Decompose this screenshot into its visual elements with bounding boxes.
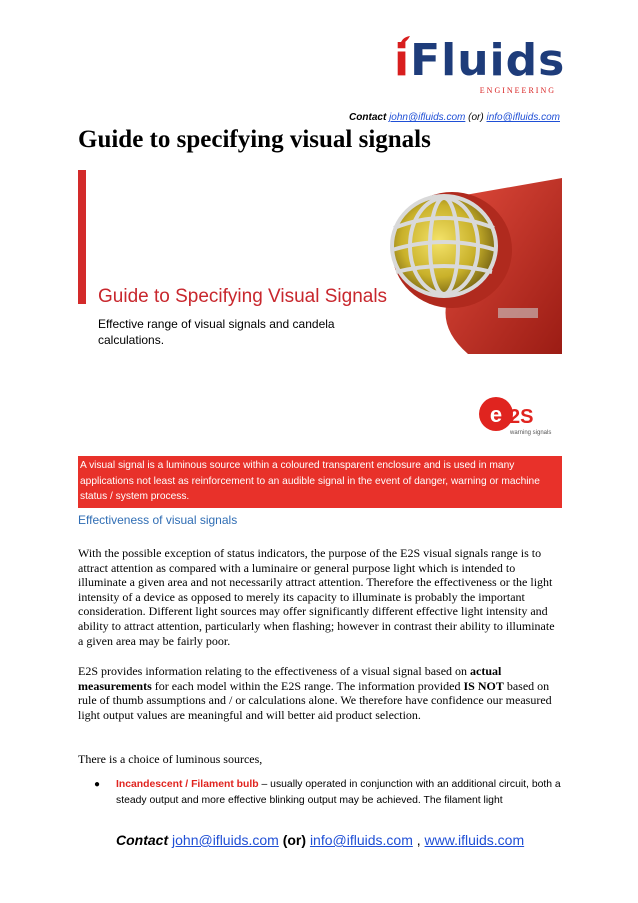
footer-contact (116, 832, 524, 848)
header-contact-label: Contact (349, 112, 387, 123)
paragraph-3: There is a choice of luminous sources, (78, 752, 263, 766)
logo-wordmark (394, 36, 565, 86)
section-heading: Effectiveness of visual signals (78, 513, 238, 527)
header-email-link-1[interactable]: john@ifluids.com (389, 112, 466, 123)
header-email-link-2[interactable]: info@ifluids.com (486, 112, 560, 123)
beacon-device-image (378, 178, 562, 354)
logo-letters: Fluids (410, 35, 566, 86)
header-or: (or) (468, 112, 484, 123)
list-item (94, 777, 562, 809)
paragraph-2-part-1: E2S provides information relating to the effectiveness of a visual signal based on (78, 664, 471, 678)
e2s-logo-2s: 2S (509, 406, 534, 428)
bullet-icon: ● (94, 779, 101, 790)
e2s-logo (476, 396, 556, 442)
banner-subtitle: Effective range of visual signals and candela calculations. (98, 317, 335, 347)
intro-callout: A visual signal is a luminous source within a coloured transparent enclosure and is used in many applications not least as reinforcement to an audible signal in the event of danger, warning or machine status / system process. (78, 456, 562, 508)
footer-email-link-2[interactable]: info@ifluids.com (309, 832, 413, 848)
e2s-logo-caption: warning signals (510, 430, 552, 436)
paragraph-1: With the possible exception of status indicators, the purpose of the E2S visual signals range is to attract attention as compared with a luminaire or general purpose light which is intended to illuminate a given area and not necessarily attract attention. Therefore the effectiveness or the light intensity of a device as opposed to merely its capacity to illuminate is probably the important consideration. Different light sources may offer significantly different effective light intensity and ability to attract attention, particularly when flashing; however in contrast their ability to illuminate a given area may be fairly poor. (78, 546, 555, 648)
banner-accent-bar (78, 170, 86, 304)
footer-email-link-1[interactable]: john@ifluids.com (172, 832, 279, 848)
paragraph-2-bold-1: actual measurements (78, 664, 502, 693)
footer-separator: , (412, 832, 421, 848)
list-item-text (116, 777, 562, 809)
company-logo (386, 35, 566, 100)
paragraph-2 (78, 664, 562, 722)
list-item-description: – usually operated in conjunction with an additional circuit, both a steady output and more effective blinking output may be achieved. The filament light (116, 779, 561, 806)
logo-subtitle: ENGINEERING (479, 86, 556, 95)
list-item-term: Incandescent / Filament bulb (116, 779, 259, 790)
footer-or: (or) (282, 832, 307, 848)
logo-letter-i: i (394, 35, 411, 86)
paragraph-2-bold-2: IS NOT (463, 678, 504, 693)
cover-banner (78, 170, 562, 450)
banner-title: Guide to Specifying Visual Signals (98, 286, 388, 307)
paragraph-2-part-2: for each model within the E2S range. The information provided (151, 678, 464, 693)
paragraph-2-part-3: based on rule of thumb assumptions and / or calculations alone. We therefore have confidence our measured light output values are meaningful and will better aid product selection. (78, 678, 552, 722)
footer-website-link[interactable]: www.ifluids.com (424, 832, 525, 848)
header-contact (349, 112, 560, 123)
e2s-logo-e: e (489, 402, 503, 427)
footer-contact-label: Contact (116, 832, 169, 848)
page-title: Guide to specifying visual signals (78, 126, 431, 153)
